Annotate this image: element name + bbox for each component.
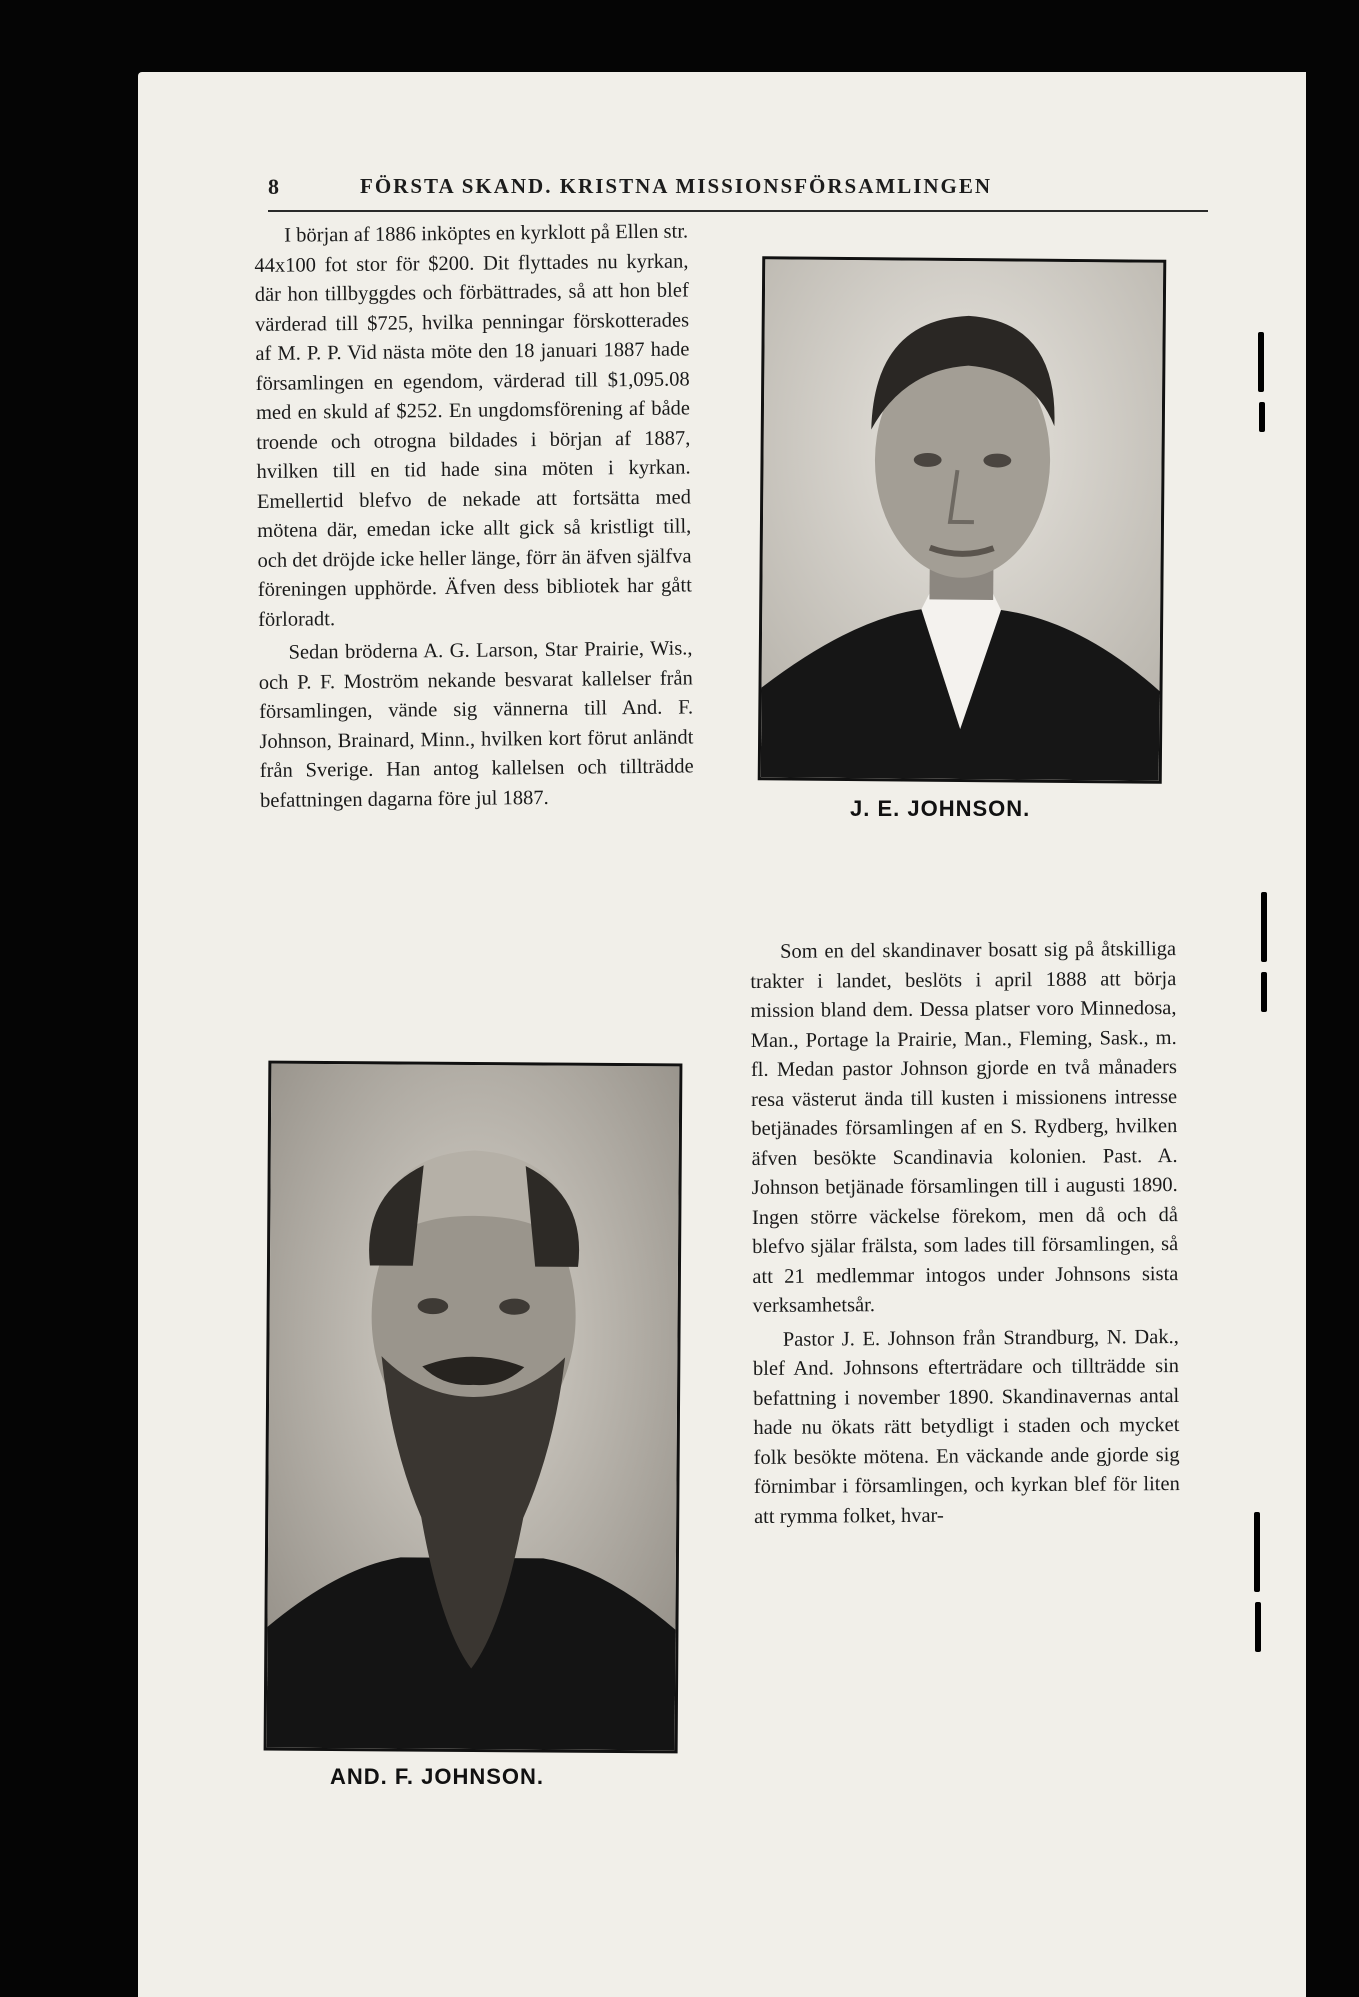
right-text-column xyxy=(750,935,1180,1532)
book-page xyxy=(138,72,1306,1997)
paragraph: Som en del skandinaver bosatt sig på åtskilliga trakter i landet, beslöts i april 1888 att börja mission bland dem. Dessa platser voro Minnedosa, Man., Portage la Prairie, Man., Fleming, Sask., m. fl. Medan pastor Johnson gjorde en två månaders resa västerut ända till kusten i missionens intresse betjänades församlingen af en S. Rydberg, hvilken äfven besökte Scandinavia kolonien. Past. A. Johnson betjänade församlingen till i augusti 1890. Ingen större väckelse förekom, men då och då blefvo själar frälsta, som lades till församlingen, så att 21 medlemmar intogos under Johnsons sista verksamhetsår. xyxy=(750,938,1179,1317)
binding-mark xyxy=(1261,892,1267,962)
running-title: FÖRSTA SKAND. KRISTNA MISSIONSFÖRSAMLINGEN xyxy=(360,174,993,198)
binding-mark xyxy=(1255,1602,1261,1652)
left-text-column xyxy=(254,217,694,816)
paragraph: Pastor J. E. Johnson från Strandburg, N. Dak., blef And. Johnsons efterträdare och tillträdde sin befattning i november 1890. Skandinavernas antal hade nu ökats rätt betydligt i staden och mycket folk besökte mötena. En väckande ande gjorde sig förnimbar i församlingen, och kyrkan blef för liten att rymma folket, hvar- xyxy=(752,1325,1180,1528)
binding-mark xyxy=(1254,1512,1260,1592)
paragraph: Sedan bröderna A. G. Larson, Star Prairie, Wis., och P. F. Moström nekande besvarat kallelser från församlingen, vände sig vännerna till And. F. Johnson, Brainard, Minn., hvilken kort förut anländt från Sverige. Han antog kallelsen och tillträdde befattningen dagarna före jul 1887. xyxy=(258,637,694,812)
portrait-caption: J. E. JOHNSON. xyxy=(850,796,1031,821)
portrait-photo-icon xyxy=(264,1061,683,1754)
binding-mark xyxy=(1261,972,1267,1012)
binding-mark xyxy=(1258,332,1264,392)
portrait-photo-icon xyxy=(758,256,1167,784)
page-header xyxy=(268,170,1208,212)
binding-mark xyxy=(1259,402,1265,432)
portrait-caption: AND. F. JOHNSON. xyxy=(330,1764,545,1789)
paragraph: I början af 1886 inköptes en kyrklott på Ellen str. 44x100 fot stor för $200. Dit flyttades nu kyrkan, där hon tillbyggdes och förbättrades, så att hon blef värderad till $725, hvilka penningar förskotterades af M. P. P. Vid nästa möte den 18 januari 1887 hade församlingen en egendom, värderad till $1,095.08 med en skuld af $252. En ungdomsförening af både troende och otrogna bildades i början af 1887, hvilken till en tid hade sina möten i kyrkan. Emellertid blefvo de nekade att fortsätta med mötena där, emedan icke allt gick så kristligt till, och det dröjde icke heller länge, förr än äfven själfva föreningen upphörde. Äfven dess bibliotek har gått förloradt. xyxy=(254,220,692,631)
page-number: 8 xyxy=(268,174,279,199)
